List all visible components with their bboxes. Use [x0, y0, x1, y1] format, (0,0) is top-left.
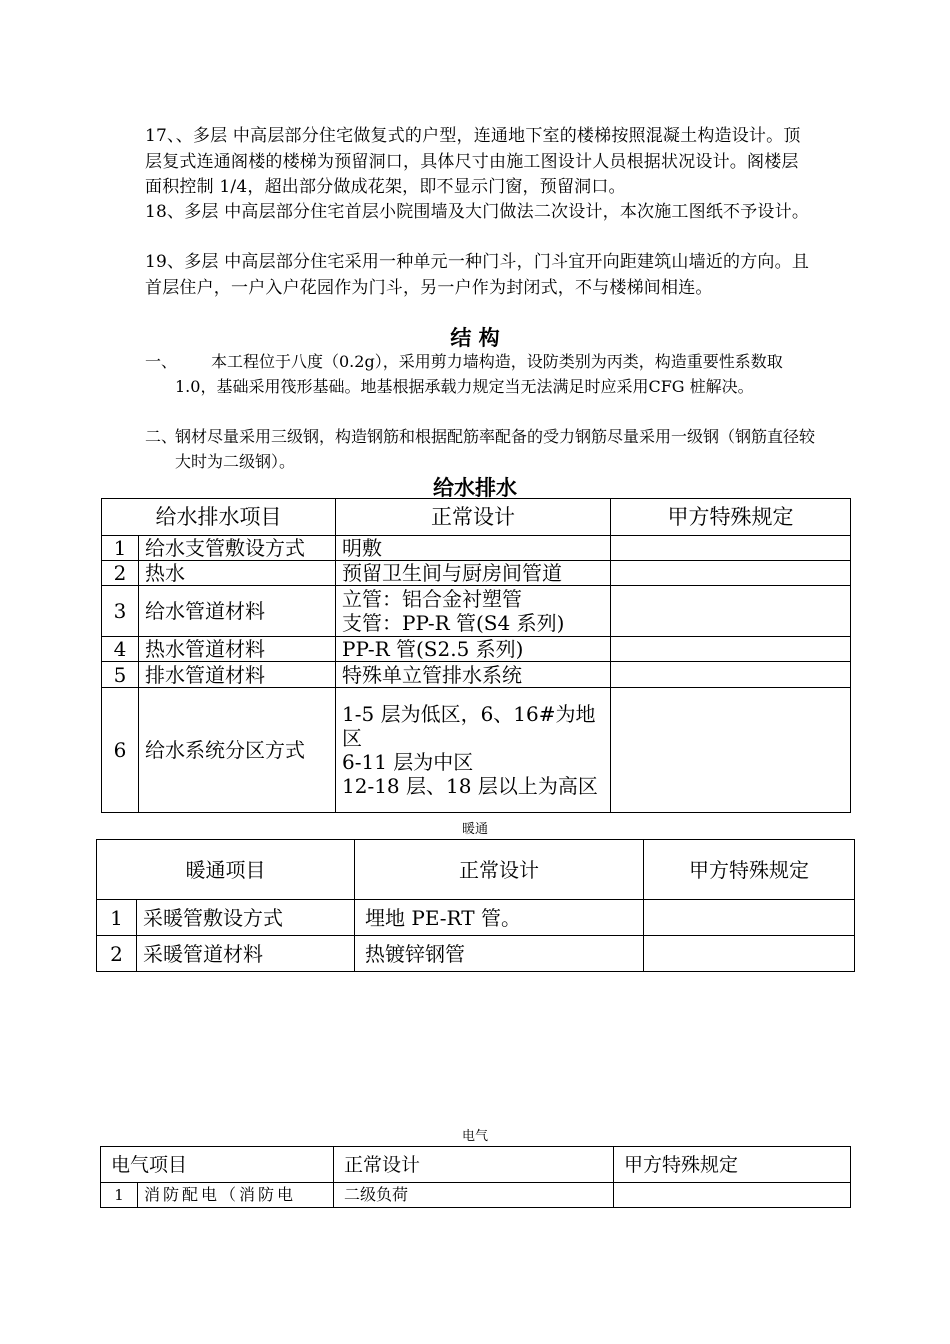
hvac-table — [96, 839, 855, 972]
row-design-line: 支管：PP-R 管(S4 系列) — [342, 611, 565, 635]
row-design — [336, 586, 611, 637]
table-row — [97, 936, 855, 972]
table-row — [102, 688, 851, 813]
header-special: 甲方特殊规定 — [611, 499, 851, 536]
header-design: 正常设计 — [336, 499, 611, 536]
table-row — [97, 900, 855, 936]
row-number: 1 — [102, 536, 139, 561]
structure-title: 结 构 — [450, 325, 500, 350]
table-row — [101, 1183, 851, 1208]
header-special: 甲方特殊规定 — [644, 840, 855, 900]
header-special: 甲方特殊规定 — [614, 1147, 851, 1183]
row-design-line: 6-11 层为中区 — [342, 750, 474, 774]
row-design: 二级负荷 — [334, 1183, 614, 1208]
row-item: 给水系统分区方式 — [139, 688, 336, 813]
row-number: 1 — [97, 900, 137, 936]
row-special — [611, 536, 851, 561]
row-special — [644, 936, 855, 972]
row-special — [611, 586, 851, 637]
row-special — [611, 662, 851, 688]
row-item: 排水管道材料 — [139, 662, 336, 688]
row-special — [611, 637, 851, 662]
row-design-line: 立管：铝合金衬塑管 — [342, 587, 522, 611]
table-header-row — [101, 1147, 851, 1183]
row-design-line: 12-18 层、18 层以上为高区 — [342, 774, 598, 798]
paragraph-19: 19、多层 中高层部分住宅采用一种单元一种门斗，门斗宜开向距建筑山墙近的方向。且首层住户，一户入户花园作为门斗，另一户作为封闭式，不与楼梯间相连。 — [145, 252, 810, 298]
structure-item-1 — [145, 349, 815, 399]
table-row — [102, 536, 851, 561]
row-design: PP-R 管(S2.5 系列) — [336, 637, 611, 662]
table-header-row — [97, 840, 855, 900]
row-item: 采暖管敷设方式 — [137, 900, 355, 936]
row-item: 采暖管道材料 — [137, 936, 355, 972]
row-design-line: 1-5 层为低区，6、16#为地区 — [342, 702, 596, 750]
row-special — [611, 688, 851, 813]
row-design — [336, 688, 611, 813]
row-number: 4 — [102, 637, 139, 662]
row-item: 给水管道材料 — [139, 586, 336, 637]
table-header-row — [102, 499, 851, 536]
row-design: 明敷 — [336, 536, 611, 561]
structure-item-2 — [145, 424, 815, 474]
table-row — [102, 586, 851, 637]
paragraph-18: 18、多层 中高层部分住宅首层小院围墙及大门做法二次设计，本次施工图纸不予设计。 — [145, 202, 810, 222]
row-design: 特殊单立管排水系统 — [336, 662, 611, 688]
structure-item-2-text: 钢材尽量采用三级钢，构造钢筋和根据配筋率配备的受力钢筋尽量采用一级钢（钢筋直径较大时为二级钢）。 — [175, 427, 816, 471]
table-row — [102, 662, 851, 688]
table-row — [102, 561, 851, 586]
header-design: 正常设计 — [334, 1147, 614, 1183]
structure-item-1-number: 一、 — [145, 352, 178, 371]
structure-item-1-text: 本工程位于八度（0.2g），采用剪力墙构造，设防类别为丙类，构造重要性系数取 1.0，基础采用筏形基础。地基根据承载力规定当无法满足时应采用CFG 桩解决。 — [175, 352, 783, 396]
row-number: 2 — [102, 561, 139, 586]
row-number: 2 — [97, 936, 137, 972]
row-design: 预留卫生间与厨房间管道 — [336, 561, 611, 586]
row-number: 6 — [102, 688, 139, 813]
row-item: 热水 — [139, 561, 336, 586]
plumbing-title: 给水排水 — [433, 475, 517, 500]
row-special — [644, 900, 855, 936]
row-number: 3 — [102, 586, 139, 637]
row-design: 埋地 PE-RT 管。 — [355, 900, 644, 936]
row-design: 热镀锌钢管 — [355, 936, 644, 972]
row-item: 热水管道材料 — [139, 637, 336, 662]
row-number: 1 — [101, 1183, 138, 1208]
header-design: 正常设计 — [355, 840, 644, 900]
paragraph-17: 17、、多层 中高层部分住宅做复式的户型，连通地下室的楼梯按照混凝土构造设计。顶层复式连通阁楼的楼梯为预留洞口，具体尺寸由施工图设计人员根据状况设计。阁楼层面积控制 1/4，超出部分做成花架，即不显示门窗，预留洞口。 — [145, 126, 801, 197]
table-row — [102, 637, 851, 662]
header-item: 暖通项目 — [97, 840, 355, 900]
plumbing-table — [101, 498, 851, 813]
structure-item-2-number: 二、 — [145, 427, 178, 446]
electric-title: 电气 — [461, 1129, 488, 1144]
row-item: 消防配电（消防电 — [138, 1183, 334, 1208]
electric-table — [100, 1146, 851, 1208]
hvac-title: 暖通 — [461, 822, 488, 837]
header-item: 电气项目 — [101, 1147, 334, 1183]
row-special — [611, 561, 851, 586]
row-number: 5 — [102, 662, 139, 688]
row-special — [614, 1183, 851, 1208]
header-item: 给水排水项目 — [102, 499, 336, 536]
row-item: 给水支管敷设方式 — [139, 536, 336, 561]
